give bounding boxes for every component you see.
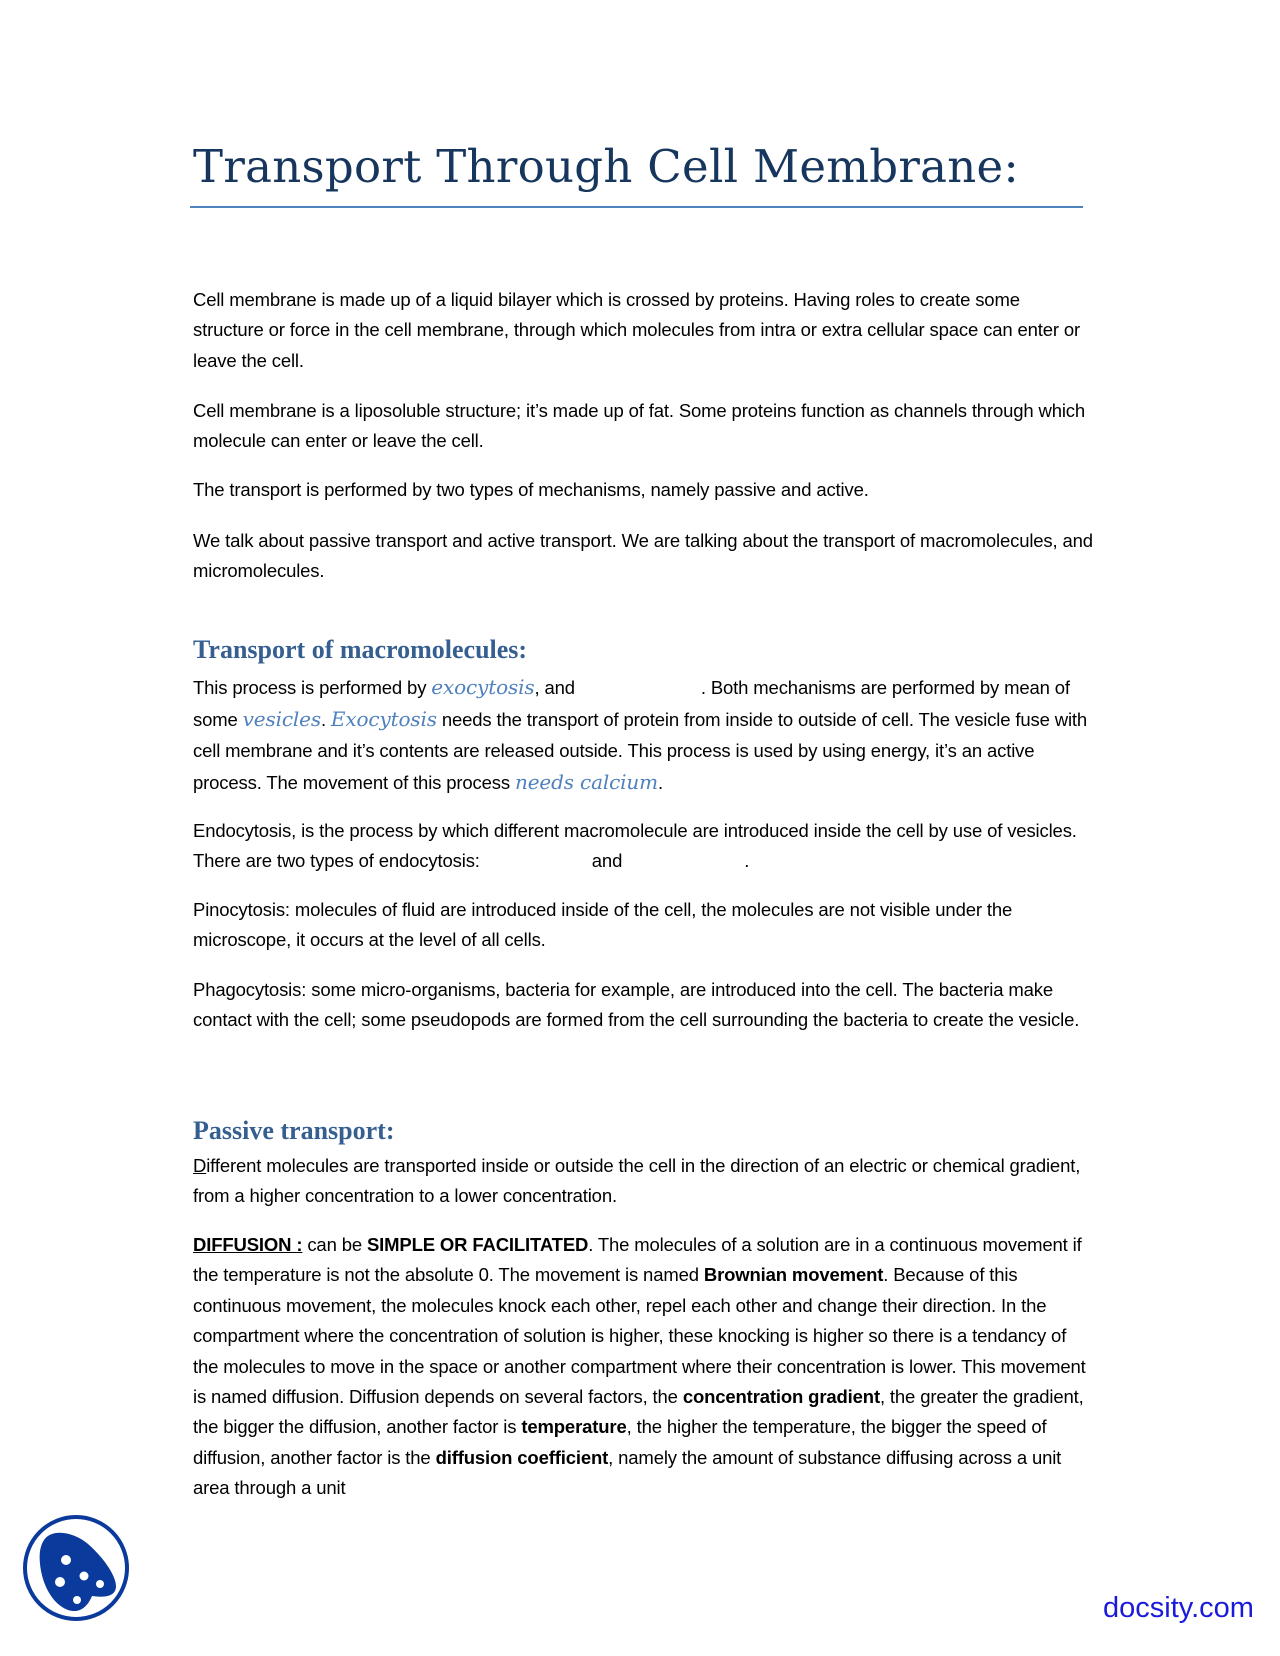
bold-text: SIMPLE OR FACILITATED	[366, 1234, 589, 1255]
text: , the higher the temperature, the bigger the speed of diffusion, another factor is the	[193, 1416, 1047, 1468]
bold-text: diffusion coefficient	[435, 1446, 609, 1468]
text: , namely the amount of substance diffusing across a unit area through a unit	[193, 1446, 1062, 1499]
intro-paragraph-4: We talk about passive transport and active transport. We are talking about the transport of macromolecules, and micromolecules.	[193, 530, 1093, 582]
text: . Because of this continuous movement, the molecules knock each other, repel each other and change their direction. In the compartment where the concentration of solution is higher, these knocking is higher so there is a tendancy of the molecules to move in the space or another compartment where their concentration is lower. This movement is named diffusion. Diffusion depends on several factors, the	[193, 1264, 1086, 1408]
em-exocytosis-2: Exocytosis	[330, 706, 437, 731]
em-vesicles: vesicles	[242, 706, 321, 731]
title-underline	[190, 206, 1083, 208]
intro-paragraph-1: Cell membrane is made up of a liquid bilayer which is crossed by proteins. Having roles to create some structure or force in the cell membrane, through which molecules from intra or extra cellular space can enter or leave the cell.	[193, 289, 1081, 371]
bold-text: concentration gradient	[682, 1386, 880, 1408]
diffusion-paragraph	[193, 1230, 1093, 1504]
em-exocytosis: exocytosis	[431, 675, 535, 699]
text: .	[657, 771, 663, 793]
bold-text: temperature	[521, 1416, 627, 1438]
text: ifferent molecules are transported inside or outside the cell in the direction of an electric or chemical gradient, from a higher concentration to a lower concentration.	[193, 1155, 1081, 1207]
page-title: Transport Through Cell Membrane:	[193, 140, 1019, 193]
bold-text: Brownian movement	[703, 1264, 884, 1286]
intro-paragraph-2: Cell membrane is a liposoluble structure; it’s made up of fat. Some proteins function as channels through which molecule can enter or leave the cell.	[193, 400, 1086, 452]
diffusion-label: DIFFUSION :	[193, 1234, 303, 1255]
docsity-logo-icon	[22, 1514, 130, 1622]
macro-paragraph-2	[193, 816, 1093, 877]
text: and	[591, 850, 623, 872]
text: This process is performed by	[193, 677, 432, 698]
pinocytosis-paragraph: Pinocytosis: molecules of fluid are introduced inside of the cell, the molecules are not visible under the microscope, it occurs at the level of all cells.	[193, 899, 1013, 951]
text: .	[320, 708, 331, 730]
text: D	[193, 1155, 207, 1176]
text: , and	[534, 677, 575, 698]
heading-macromolecules: Transport of macromolecules:	[193, 635, 528, 664]
text: .	[744, 850, 750, 872]
text: can be	[302, 1234, 367, 1255]
text: Endocytosis, is the process by which different macromolecule are introduced inside the cell by use of vesicles. There are two types of endocytosis:	[193, 820, 1077, 872]
phagocytosis-paragraph: Phagocytosis: some micro-organisms, bacteria for example, are introduced into the cell. The bacteria make contact with the cell; some pseudopods are formed from the cell surrounding the bacteria to create the vesicle.	[193, 979, 1080, 1031]
text: , the greater the gradient, the bigger the diffusion, another factor is	[193, 1386, 1084, 1438]
text: needs the transport of protein from inside to outside of cell. The vesicle fuse with cell membrane and it’s contents are released outside. This process is used by using energy, it’s an active process. The movement of this process	[193, 708, 1088, 793]
em-needs-calcium: needs calcium	[514, 769, 658, 794]
docsity-brand-link[interactable]: docsity.com	[1103, 1592, 1254, 1624]
text: . Both mechanisms are performed by mean of some	[193, 677, 1070, 730]
text: . The molecules of a solution are in a continuous movement if the temperature is not the absolute 0. The movement is named	[193, 1234, 1082, 1286]
macro-paragraph-1	[193, 672, 1093, 798]
passive-paragraph-1	[193, 1151, 1093, 1212]
intro-paragraph-3: The transport is performed by two types of mechanisms, namely passive and active.	[193, 479, 869, 500]
heading-passive-transport: Passive transport:	[193, 1116, 395, 1145]
